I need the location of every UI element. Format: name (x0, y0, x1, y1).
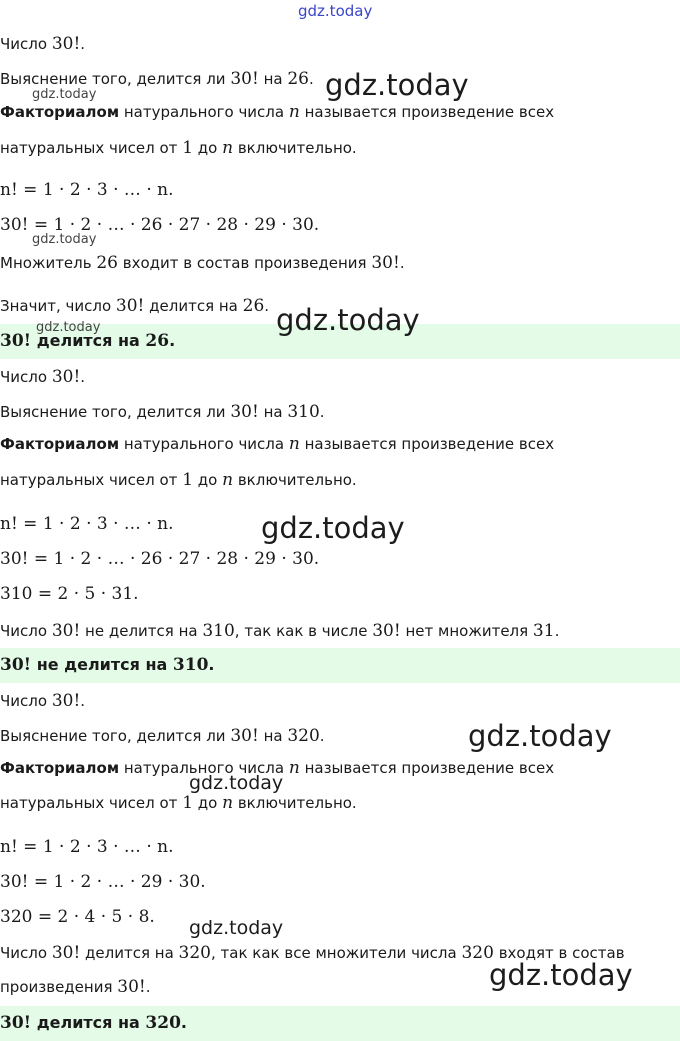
s1-formula-factorial: n! = 1 · 2 · 3 · … · n. (0, 180, 174, 200)
s1-answer: 30! делится на 26. (0, 331, 176, 351)
s2-formula-factorial: n! = 1 · 2 · 3 · … · n. (0, 514, 174, 534)
watermark-medium: gdz.today (189, 772, 284, 794)
s3-reason-cont: произведения 30!. (0, 977, 151, 997)
s2-definition-1: Факториалом натурального числа n называется произведение всех (0, 434, 555, 454)
s2-answer-box (0, 648, 680, 683)
s3-intro: Число 30!. (0, 691, 86, 711)
s3-answer-box (0, 1006, 680, 1041)
s3-question: Выяснение того, делится ли 30! на 320. (0, 726, 325, 746)
s2-intro: Число 30!. (0, 367, 86, 387)
s3-formula-320: 320 = 2 · 4 · 5 · 8. (0, 907, 155, 927)
s3-definition-1: Факториалом натурального числа n называется произведение всех (0, 758, 555, 778)
s1-definition-2: натуральных чисел от 1 до n включительно. (0, 138, 357, 158)
s2-answer: 30! не делится на 310. (0, 655, 215, 675)
watermark: gdz.today (276, 303, 420, 337)
s3-reason: Число 30! делится на 320, так как все множители числа 320 входят в состав (0, 943, 625, 963)
s2-formula-30: 30! = 1 · 2 · … · 26 · 27 · 28 · 29 · 30. (0, 549, 320, 569)
s1-intro: Число 30!. (0, 34, 86, 54)
s2-question: Выяснение того, делится ли 30! на 310. (0, 402, 325, 422)
watermark: gdz.today (261, 511, 405, 545)
s1-reason: Множитель 26 входит в состав произведения 30!. (0, 253, 405, 273)
s1-formula-30: 30! = 1 · 2 · … · 26 · 27 · 28 · 29 · 30. (0, 215, 320, 235)
s2-definition-2: натуральных чисел от 1 до n включительно. (0, 470, 357, 490)
s1-question: Выяснение того, делится ли 30! на 26. (0, 69, 314, 89)
watermark: gdz.today (325, 68, 469, 102)
s3-formula-30: 30! = 1 · 2 · … · 29 · 30. (0, 872, 206, 892)
watermark-small: gdz.today (36, 320, 101, 335)
s2-formula-310: 310 = 2 · 5 · 31. (0, 584, 139, 604)
watermark-small: gdz.today (32, 232, 97, 247)
s1-conclusion: Значит, число 30! делится на 26. (0, 296, 270, 316)
watermark: gdz.today (468, 719, 612, 753)
watermark-small: gdz.today (32, 87, 97, 102)
watermark: gdz.today (489, 958, 633, 992)
watermark-medium: gdz.today (189, 917, 284, 939)
s3-formula-factorial: n! = 1 · 2 · 3 · … · n. (0, 837, 174, 857)
s1-definition-1: Факториалом натурального числа n называется произведение всех (0, 102, 555, 122)
s3-definition-2: натуральных чисел от 1 до n включительно. (0, 793, 357, 813)
s2-reason: Число 30! не делится на 310, так как в числе 30! нет множителя 31. (0, 621, 560, 641)
watermark-top: gdz.today (298, 2, 373, 20)
s3-answer: 30! делится на 320. (0, 1013, 187, 1033)
